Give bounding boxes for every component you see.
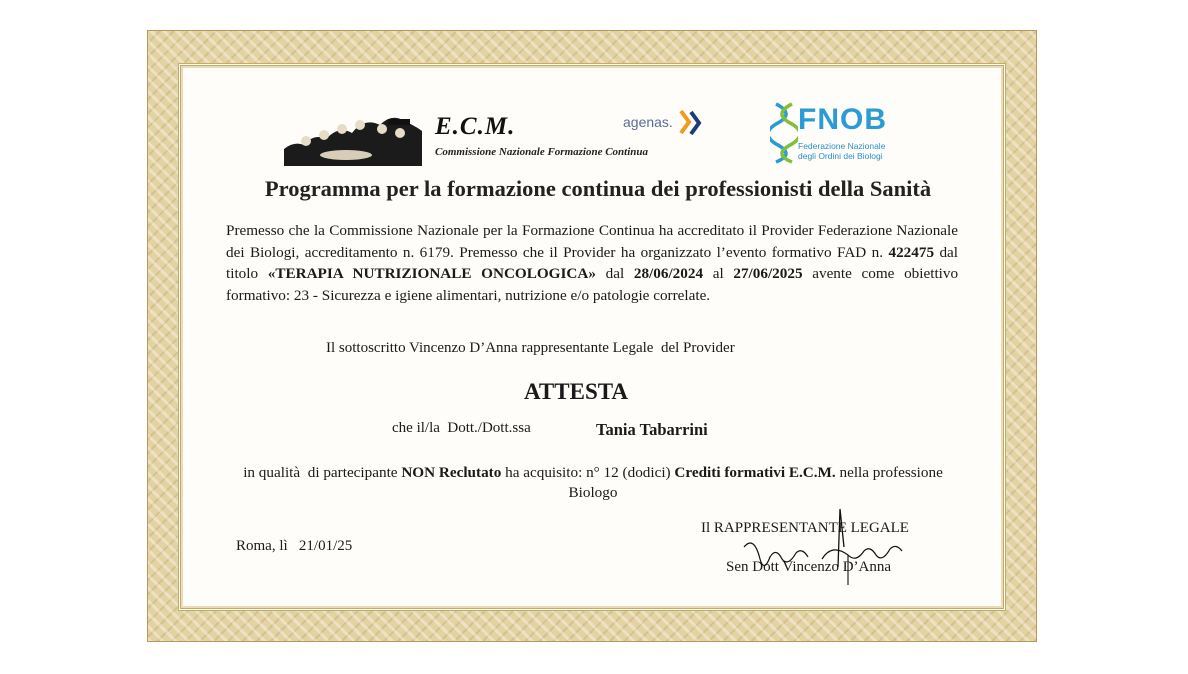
certificate-heading: Programma per la formazione continua dei professionisti della Sanità bbox=[264, 176, 932, 201]
fnob-sub-line2: degli Ordini dei Biologi bbox=[798, 151, 883, 161]
ecm-logo-subtitle: Commissione Nazionale Formazione Continua bbox=[435, 146, 649, 158]
fnob-sub-line1: Federazione Nazionale bbox=[798, 141, 886, 151]
fnob-logo-subtitle bbox=[798, 141, 885, 161]
premise-paragraph bbox=[226, 220, 958, 306]
premise-text-4: al bbox=[712, 265, 724, 282]
attesta-heading: ATTESTA bbox=[524, 379, 628, 404]
premise-text-2: dal titolo bbox=[226, 243, 959, 282]
handwritten-signature bbox=[736, 507, 906, 589]
credits-label: Crediti formativi E.C.M. bbox=[674, 464, 836, 481]
signatory-title: Il RAPPRESENTANTE LEGALE bbox=[701, 520, 909, 536]
participant-name: Tania Tabarrini bbox=[596, 420, 708, 439]
premise-text-1: Premesso che la Commissione Nazionale per la Formazione Continua ha accreditato il Provider Federazione Nazionale dei Biologi, accreditamento n. 6179. Premesso che il Provider ha organizzato l’evento formativo FAD n. bbox=[226, 222, 958, 261]
credits-text-3: nella professione Biologo bbox=[568, 464, 943, 501]
date-to: 27/06/2025 bbox=[733, 265, 803, 282]
premise-text-5: avente come obiettivo formativo: 23 - Sicurezza e igiene alimentari, nutrizione e/o patologie correlate. bbox=[226, 265, 959, 304]
event-title: «TERAPIA NUTRIZIONALE ONCOLOGICA» bbox=[267, 265, 596, 282]
premise-text-3: dal bbox=[605, 265, 625, 282]
fnob-logo-word: FNOB bbox=[798, 103, 887, 136]
ecm-logo-title: E.C.M. bbox=[435, 113, 516, 140]
certificate-frame bbox=[147, 30, 1037, 642]
agenas-logo bbox=[623, 108, 713, 138]
fnob-helix-icon bbox=[770, 102, 798, 164]
participant-role: NON Reclutato bbox=[401, 464, 502, 481]
date-from: 28/06/2024 bbox=[633, 265, 704, 282]
person-label: che il/la Dott./Dott.ssa bbox=[392, 420, 531, 436]
credits-paragraph bbox=[226, 463, 960, 503]
place-date: Roma, lì 21/01/25 bbox=[236, 538, 353, 554]
signatory-name: Sen Dott Vincenzo D’Anna bbox=[726, 559, 892, 575]
credits-text-1: in qualità di partecipante bbox=[243, 464, 398, 481]
agenas-logo-text: agenas. bbox=[623, 114, 673, 130]
event-number: 422475 bbox=[888, 243, 935, 261]
underwriter-line: Il sottoscritto Vincenzo D’Anna rappresentante Legale del Provider bbox=[326, 340, 735, 356]
credits-text-2: ha acquisito: n° 12 (dodici) bbox=[505, 464, 671, 481]
ecm-engraving-logo bbox=[284, 111, 422, 166]
